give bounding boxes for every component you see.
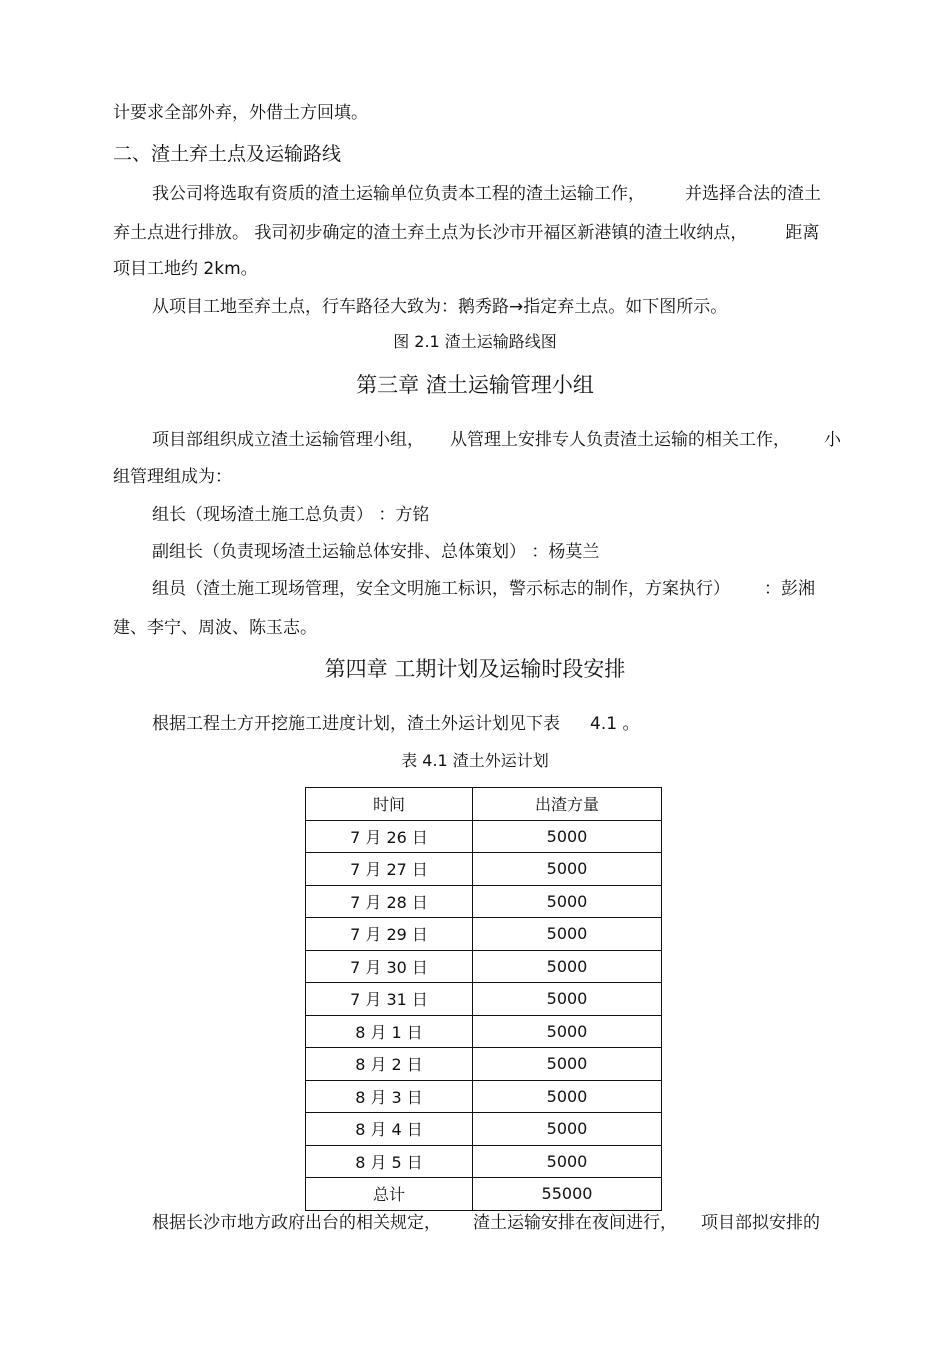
text-segment: 从管理上安排专人负责渣土运输的相关工作， — [450, 430, 790, 450]
table-row — [306, 885, 662, 918]
table-row — [306, 1145, 662, 1178]
text-segment: 并选择合法的渣土 — [685, 184, 821, 204]
paragraph-line — [152, 183, 821, 205]
table-row — [306, 983, 662, 1016]
paragraph-line — [152, 713, 639, 735]
paragraph-line — [152, 1212, 820, 1234]
cell-date: 7 月 29 日 — [306, 918, 473, 951]
header-volume: 出渣方量 — [473, 788, 662, 821]
deputy-leader: 副组长（负责现场渣土运输总体安排、总体策划） ：杨莫兰 — [152, 542, 600, 562]
table-row — [306, 1080, 662, 1113]
paragraph-line — [113, 222, 819, 244]
table-row — [306, 1113, 662, 1146]
text-segment: ：彭湘 — [764, 579, 815, 599]
cell-date: 8 月 5 日 — [306, 1145, 473, 1178]
paragraph-line: 从项目工地至弃土点，行车路径大致为：鹅秀路→指定弃土点。如下图所示。 — [152, 297, 728, 317]
figure-caption: 图 2.1 渣土运输路线图 — [393, 332, 557, 351]
cell-date: 8 月 2 日 — [306, 1048, 473, 1081]
cell-date: 7 月 27 日 — [306, 853, 473, 886]
cell-volume: 5000 — [473, 820, 662, 853]
cell-date: 8 月 1 日 — [306, 1015, 473, 1048]
group-leader: 组长（现场渣土施工总负责） ：方铭 — [152, 505, 430, 525]
table-row — [306, 918, 662, 951]
text-segment: 4.1 。 — [590, 714, 640, 734]
table-row — [306, 1015, 662, 1048]
cell-volume: 5000 — [473, 1015, 662, 1048]
cell-total-value: 55000 — [473, 1178, 662, 1211]
paragraph-continuation: 计要求全部外弃，外借土方回填。 — [113, 103, 368, 123]
cell-date: 7 月 31 日 — [306, 983, 473, 1016]
transport-plan-table — [305, 787, 662, 1211]
table-row — [306, 950, 662, 983]
paragraph-line: 项目工地约 2km。 — [113, 259, 258, 279]
text-segment: 渣土运输安排在夜间进行， — [473, 1213, 677, 1233]
header-time: 时间 — [306, 788, 473, 821]
cell-date: 8 月 3 日 — [306, 1080, 473, 1113]
text-segment: 根据长沙市地方政府出台的相关规定， — [152, 1213, 441, 1233]
chapter-title: 第三章 渣土运输管理小组 — [356, 373, 594, 397]
text-segment: 距离 — [785, 223, 820, 243]
chapter-title: 第四章 工期计划及运输时段安排 — [324, 657, 626, 681]
section-heading: 二、渣土弃土点及运输路线 — [113, 143, 342, 165]
text-segment: 项目部拟安排的 — [701, 1213, 820, 1233]
table-caption: 表 4.1 渣土外运计划 — [401, 751, 549, 770]
cell-volume: 5000 — [473, 1080, 662, 1113]
text-segment: 弃土点进行排放。 我司初步确定的渣土弃土点为长沙市开福区新港镇的渣土收纳点， — [113, 223, 748, 243]
group-members — [152, 578, 815, 600]
table-row — [306, 1048, 662, 1081]
table-row — [306, 853, 662, 886]
cell-volume: 5000 — [473, 983, 662, 1016]
table-header-row — [306, 788, 662, 821]
cell-date: 7 月 28 日 — [306, 885, 473, 918]
table-row — [306, 820, 662, 853]
text-segment: 根据工程土方开挖施工进度计划，渣土外运计划见下表 — [152, 714, 560, 734]
text-segment: 小 — [824, 430, 841, 450]
paragraph-line — [152, 429, 841, 451]
cell-volume: 5000 — [473, 1113, 662, 1146]
table-total-row — [306, 1178, 662, 1211]
cell-date: 8 月 4 日 — [306, 1113, 473, 1146]
text-segment: 项目部组织成立渣土运输管理小组， — [152, 430, 424, 450]
cell-date: 7 月 30 日 — [306, 950, 473, 983]
cell-total-label: 总计 — [306, 1178, 473, 1211]
cell-volume: 5000 — [473, 1145, 662, 1178]
text-segment: 我公司将选取有资质的渣土运输单位负责本工程的渣土运输工作， — [152, 184, 645, 204]
cell-volume: 5000 — [473, 950, 662, 983]
cell-volume: 5000 — [473, 1048, 662, 1081]
group-members-continued: 建、李宁、周波、陈玉志。 — [113, 618, 317, 638]
paragraph-line: 组管理组成为： — [113, 467, 232, 487]
text-segment: 组员（渣土施工现场管理，安全文明施工标识，警示标志的制作，方案执行） — [152, 579, 730, 599]
cell-volume: 5000 — [473, 885, 662, 918]
cell-volume: 5000 — [473, 853, 662, 886]
cell-volume: 5000 — [473, 918, 662, 951]
cell-date: 7 月 26 日 — [306, 820, 473, 853]
